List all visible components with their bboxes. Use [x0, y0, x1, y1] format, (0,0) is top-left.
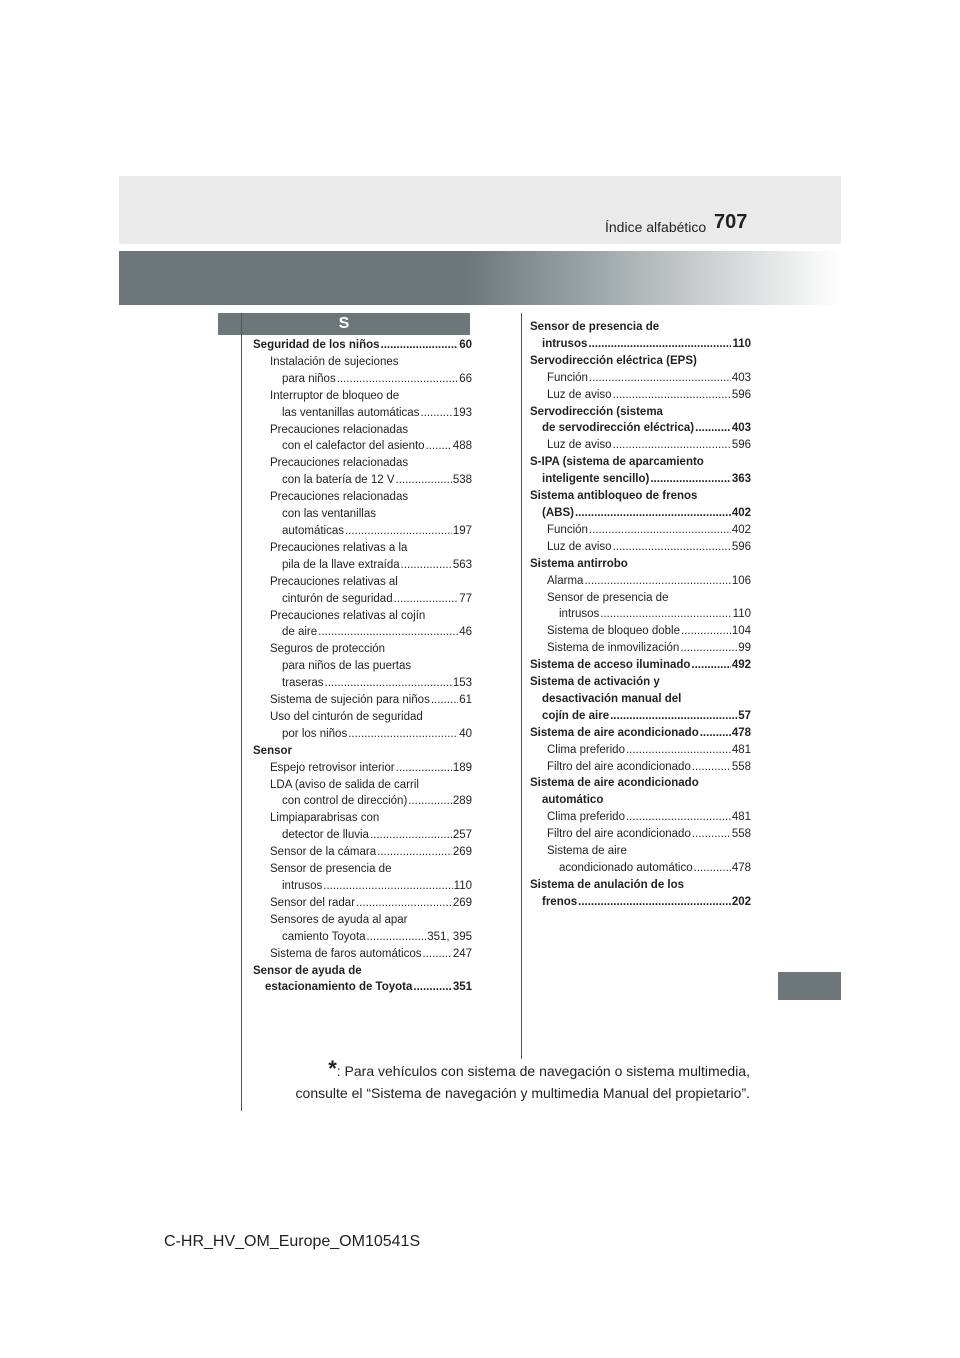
- footnote-line-2: consulte el “Sistema de navegación y multimedia Manual del propietario”.: [295, 1085, 750, 1101]
- dot-leader: [356, 895, 452, 912]
- index-entry: [530, 877, 751, 911]
- dot-leader: [408, 793, 452, 810]
- index-entry: [253, 912, 472, 946]
- index-entry: [253, 608, 472, 642]
- index-entry: [253, 641, 472, 692]
- dot-leader: [613, 437, 731, 454]
- dot-leader: [431, 692, 458, 709]
- index-entry-text: Uso del cinturón de seguridad: [270, 710, 423, 723]
- index-page-ref: 596: [731, 540, 751, 553]
- index-entry-text: de servodirección eléctrica): [542, 422, 695, 435]
- index-entry-text: intrusos: [282, 880, 323, 892]
- index-entry-text: Precauciones relativas a la: [270, 541, 408, 554]
- index-entry: [253, 895, 472, 912]
- index-entry-text: Sistema de aire acondicionado: [530, 777, 699, 790]
- index-page-ref: 40: [459, 727, 472, 740]
- index-entry: [530, 759, 751, 776]
- index-entry-text: acondicionado automático: [559, 862, 693, 874]
- dot-leader: [691, 657, 730, 674]
- dot-leader: [600, 606, 731, 623]
- index-entry-text: Limpiaparabrisas con: [270, 812, 380, 825]
- index-page-ref: 77: [459, 592, 472, 605]
- index-entry: [530, 775, 751, 809]
- dot-leader: [420, 405, 451, 422]
- index-entry-text: Función: [547, 523, 588, 536]
- index-entry: [253, 692, 472, 709]
- dot-leader: [588, 336, 731, 353]
- document-code: C-HR_HV_OM_Europe_OM10541S: [164, 1233, 421, 1250]
- index-entry: [530, 843, 751, 877]
- index-page-ref: 99: [738, 642, 751, 655]
- index-entry-text: Sistema de aire acondicionado: [530, 726, 699, 739]
- index-page-ref: 57: [738, 709, 751, 722]
- index-entry-text: Sensor de presencia de: [270, 863, 392, 876]
- index-entry-text: pila de la llave extraída: [282, 558, 400, 571]
- index-entry: [253, 709, 472, 743]
- index-page-ref: 478: [731, 726, 751, 739]
- index-entry-text: Sistema de faros automáticos: [270, 947, 422, 960]
- index-entry: [530, 404, 751, 438]
- index-entry-text: estacionamiento de Toyota: [265, 981, 413, 994]
- index-letter-heading: S: [218, 313, 470, 335]
- index-entry-text: Sistema de sujeción para niños: [270, 694, 430, 707]
- dot-leader: [423, 946, 452, 963]
- index-entry-text: automáticas: [282, 524, 345, 537]
- index-page-ref: 60: [459, 339, 472, 351]
- dot-leader: [413, 979, 451, 996]
- page-number: 707: [714, 211, 748, 233]
- index-entry-text: Precauciones relacionadas: [270, 457, 409, 470]
- index-entry: [253, 489, 472, 540]
- index-entry-text: Sensor de presencia de: [530, 321, 660, 333]
- index-entry: [253, 946, 472, 963]
- index-entry-text: Sistema de activación y: [530, 676, 660, 689]
- index-entry: [530, 674, 751, 725]
- index-entry: [530, 826, 751, 843]
- index-entry: [253, 388, 472, 422]
- index-page-ref: 61: [459, 694, 472, 707]
- index-entry: [530, 488, 751, 522]
- index-entry-text: LDA (aviso de salida de carril: [270, 778, 419, 791]
- index-entry: [530, 370, 751, 387]
- dot-leader: [348, 726, 458, 743]
- index-entry: [530, 454, 751, 488]
- index-entry-text: Precauciones relacionadas: [270, 491, 409, 504]
- dot-leader: [345, 523, 452, 540]
- index-page-ref: 481: [731, 743, 751, 756]
- dot-leader: [626, 742, 731, 759]
- index-entry: [530, 809, 751, 826]
- dot-leader: [370, 827, 452, 844]
- index-entry-text: Precauciones relacionadas: [270, 423, 409, 436]
- dot-leader: [692, 826, 731, 843]
- index-entry-text: con control de dirección): [282, 795, 408, 808]
- index-entry: [253, 422, 472, 456]
- dot-leader: [426, 438, 452, 455]
- index-entry: [253, 844, 472, 861]
- index-entry-text: Sistema de inmovilización: [547, 642, 680, 655]
- index-page-ref: 257: [452, 829, 472, 842]
- index-page-ref: 403: [731, 422, 751, 435]
- dot-leader: [323, 878, 452, 895]
- index-entry-text: Sensor de la cámara: [270, 846, 377, 859]
- index-page-ref: 363: [731, 473, 751, 486]
- index-entry-text: Precauciones relativas al: [270, 575, 398, 588]
- index-page-ref: 289: [452, 795, 472, 808]
- index-page-ref: 402: [731, 523, 751, 536]
- index-entry-text: Sensor de presencia de: [547, 591, 669, 604]
- index-entry-text: Sensor del radar: [270, 896, 356, 909]
- index-page-ref: 269: [452, 896, 472, 909]
- index-entry-text: Servodirección (sistema: [530, 405, 663, 418]
- index-page-ref: 481: [731, 811, 751, 824]
- index-entry: [530, 387, 751, 404]
- dot-leader: [613, 539, 731, 556]
- dot-leader: [575, 505, 731, 522]
- footnote: [250, 1058, 750, 1104]
- dot-leader: [401, 557, 452, 574]
- index-page-ref: 563: [452, 558, 472, 571]
- index-page-ref: 197: [452, 524, 472, 537]
- index-entry-text: para niños de las puertas: [282, 660, 412, 673]
- dot-leader: [396, 760, 452, 777]
- index-entry-text: Filtro del aire acondicionado: [547, 828, 691, 841]
- index-entry: [530, 573, 751, 590]
- dot-leader: [695, 420, 731, 437]
- footnote-asterisk: *: [328, 1056, 337, 1081]
- index-entry: [530, 319, 751, 353]
- index-column-left: [253, 337, 472, 996]
- index-entry-text: Luz de aviso: [547, 540, 612, 553]
- index-page-ref: 403: [731, 371, 751, 384]
- index-entry: [253, 743, 472, 760]
- index-entry: [253, 760, 472, 777]
- index-page-ref: 492: [731, 659, 751, 672]
- section-title: Índice alfabético: [605, 219, 707, 235]
- dot-leader: [694, 860, 731, 877]
- index-entry-text: detector de lluvia: [282, 829, 369, 842]
- index-entry-text: Sistema antibloqueo de frenos: [530, 490, 698, 503]
- index-page-ref: 351: [452, 981, 472, 994]
- dot-leader: [626, 809, 731, 826]
- index-entry-text: inteligente sencillo): [542, 473, 650, 486]
- index-entry-text: Servodirección eléctrica (EPS): [530, 354, 697, 367]
- index-entry-text: Seguros de protección: [270, 643, 386, 656]
- index-entry-text: camiento Toyota: [282, 930, 366, 943]
- index-entry-text: Sistema antirrobo: [530, 557, 628, 570]
- index-entry-text: intrusos: [542, 337, 588, 350]
- index-entry-text: automático: [542, 794, 604, 807]
- index-page-ref: 106: [731, 574, 751, 587]
- index-page-ref: 104: [731, 625, 751, 638]
- index-entry-text: Instalación de sujeciones: [270, 355, 399, 368]
- dot-leader: [377, 844, 452, 861]
- index-page-ref: 269: [452, 846, 472, 859]
- index-page-ref: 351, 395: [427, 930, 472, 943]
- index-entry-text: con las ventanillas: [282, 508, 376, 521]
- index-page-ref: 46: [459, 626, 472, 639]
- index-entry: [530, 522, 751, 539]
- index-entry: [530, 657, 751, 674]
- index-page-ref: 110: [732, 337, 751, 350]
- middle-column-rule: [521, 313, 522, 1059]
- dot-leader: [589, 522, 731, 539]
- index-entry: [253, 540, 472, 574]
- index-entry: [530, 590, 751, 624]
- index-entry-text: Sensores de ayuda al apar: [270, 913, 408, 926]
- index-page-ref: 558: [731, 828, 751, 841]
- index-entry-text: Luz de aviso: [547, 388, 612, 401]
- index-entry: [530, 539, 751, 556]
- index-entry: [253, 963, 472, 997]
- index-entry: [530, 437, 751, 454]
- dot-leader: [381, 337, 459, 354]
- index-entry-text: por los niños: [282, 727, 348, 740]
- dot-leader: [318, 624, 458, 641]
- index-page-ref: 402: [731, 506, 751, 519]
- index-page-ref: 66: [459, 372, 472, 385]
- index-entry-text: Seguridad de los niños: [253, 339, 380, 351]
- index-entry-text: Sistema de bloqueo doble: [547, 625, 680, 638]
- index-entry-text: cojín de aire: [542, 709, 610, 722]
- index-entry-text: de aire: [282, 626, 318, 639]
- index-page-ref: 558: [731, 760, 751, 773]
- index-entry-text: intrusos: [559, 608, 600, 621]
- gradient-banner: [119, 251, 841, 305]
- dot-leader: [650, 471, 730, 488]
- index-page-ref: 153: [452, 677, 472, 690]
- index-entry: [253, 574, 472, 608]
- index-page-ref: 596: [731, 439, 751, 452]
- index-page-ref: 202: [731, 895, 751, 908]
- dot-leader: [367, 929, 427, 946]
- index-entry: [530, 353, 751, 370]
- index-entry: [530, 640, 751, 657]
- index-entry-text: Sensor: [253, 744, 292, 757]
- index-entry-text: S-IPA (sistema de aparcamiento: [530, 456, 704, 469]
- dot-leader: [578, 894, 731, 911]
- index-page-ref: 193: [452, 406, 472, 419]
- index-entry: [253, 354, 472, 388]
- index-entry-text: las ventanillas automáticas: [282, 406, 420, 419]
- index-entry: [253, 861, 472, 895]
- dot-leader: [337, 371, 458, 388]
- index-entry-text: Sistema de acceso iluminado: [530, 659, 691, 672]
- index-entry-text: con la batería de 12 V: [282, 474, 395, 487]
- index-entry-text: Función: [547, 371, 588, 384]
- index-page-ref: 478: [731, 862, 751, 874]
- index-entry-text: Sistema de anulación de los: [530, 878, 685, 891]
- index-page-ref: 488: [452, 440, 472, 453]
- index-entry: [530, 725, 751, 742]
- index-page-ref: 538: [452, 474, 472, 487]
- dot-leader: [325, 675, 452, 692]
- dot-leader: [680, 640, 737, 657]
- index-entry-text: Sistema de aire: [547, 845, 627, 858]
- index-entry: [253, 777, 472, 811]
- index-entry-text: con el calefactor del asiento: [282, 440, 425, 453]
- dot-leader: [613, 387, 731, 404]
- dot-leader: [396, 472, 452, 489]
- index-entry-text: Precauciones relativas al cojín: [270, 609, 426, 622]
- index-page-ref: 247: [452, 947, 472, 960]
- index-entry: [253, 810, 472, 844]
- index-entry: [253, 337, 472, 354]
- index-page-ref: 189: [452, 761, 472, 774]
- index-entry-text: desactivación manual del: [542, 692, 682, 705]
- index-entry: [253, 455, 472, 489]
- dot-leader: [692, 759, 731, 776]
- index-entry-text: Alarma: [547, 574, 584, 587]
- index-entry-text: cinturón de seguridad: [282, 592, 393, 605]
- index-entry: [530, 742, 751, 759]
- index-entry-text: frenos: [542, 895, 578, 908]
- chapter-tab: [778, 972, 841, 1000]
- dot-leader: [610, 708, 737, 725]
- left-column-rule: [241, 313, 242, 1111]
- index-page-ref: 110: [453, 880, 472, 892]
- index-column-right: [530, 319, 751, 911]
- index-entry-text: Clima preferido: [547, 743, 625, 756]
- dot-leader: [584, 573, 730, 590]
- index-entry-text: Luz de aviso: [547, 439, 612, 452]
- index-entry-text: Espejo retrovisor interior: [270, 761, 395, 774]
- index-entry-text: Filtro del aire acondicionado: [547, 760, 691, 773]
- index-page-ref: 596: [731, 388, 751, 401]
- index-entry-text: Sensor de ayuda de: [253, 964, 362, 977]
- index-entry-text: (ABS): [542, 506, 574, 519]
- dot-leader: [394, 591, 459, 608]
- dot-leader: [700, 725, 731, 742]
- index-entry-text: traseras: [282, 677, 324, 690]
- dot-leader: [681, 623, 731, 640]
- index-entry-text: para niños: [282, 372, 336, 385]
- index-entry-text: Interruptor de bloqueo de: [270, 389, 400, 402]
- index-page-ref: 110: [732, 608, 751, 621]
- footnote-line-1: : Para vehículos con sistema de navegación o sistema multimedia,: [336, 1063, 750, 1079]
- dot-leader: [589, 370, 731, 387]
- index-entry: [530, 556, 751, 573]
- index-entry-text: Clima preferido: [547, 811, 625, 824]
- index-entry: [530, 623, 751, 640]
